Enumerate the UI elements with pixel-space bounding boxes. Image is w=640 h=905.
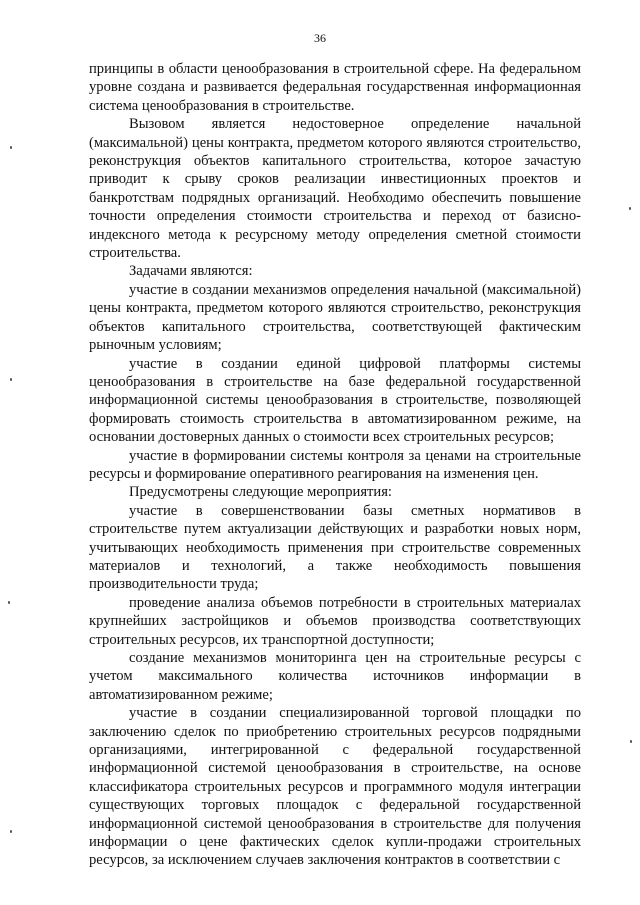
- paragraph: принципы в области ценообразования в строительной сфере. На федеральном уровне создана и развивается федеральная государственная информационная система ценообразования в строительстве.: [89, 61, 581, 114]
- paragraph: участие в совершенствовании базы сметных нормативов в строительстве путем актуализации действующих и разработки новых норм, учитывающих необходимость применения при строительстве современных материалов и технологий, а также необходимость повышения производительности труда;: [89, 502, 581, 593]
- page-number: 36: [314, 31, 326, 45]
- paragraph: создание механизмов мониторинга цен на строительные ресурсы с учетом максимального количества источников информации в автоматизированном режиме;: [89, 650, 581, 703]
- paragraph: Предусмотрены следующие мероприятия:: [129, 484, 392, 501]
- paragraph: участие в формировании системы контроля за ценами на строительные ресурсы и формирование оперативного реагирования на изменения цен.: [89, 447, 581, 482]
- scan-speck: [8, 601, 10, 604]
- paragraph: участие в создании единой цифровой платформы системы ценообразования в строительстве на базе федеральной государственной информационной системы ценообразования в строительстве, позволяющей формировать стоимость строительства в автоматизированном режиме, на основании достоверных данных о стоимости всех строительных ресурсов;: [89, 355, 581, 446]
- paragraph: Вызовом является недостоверное определение начальной (максимальной) цены контракта, предметом которого являются строительство, реконструкция объектов капитального строительства, которое зачастую приводит к срыву сроков реализации инвестиционных проектов и банкротствам подрядных организаций. Необходимо обеспечить повышение точности определения стоимости строительства и переход от базисно-индексного метода к ресурсному методу определения сметной стоимости строительства.: [89, 116, 581, 262]
- scan-speck: [630, 740, 632, 743]
- paragraph: участие в создании механизмов определения начальной (максимальной) цены контракта, предметом которого являются строительство, реконструкция объектов капитального строительства, соответствующей фактическим рыночным условиям;: [89, 281, 581, 354]
- scan-speck: [10, 378, 12, 381]
- document-body: [89, 60, 581, 870]
- paragraph: участие в создании специализированной торговой площадки по заключению сделок по приобретению строительных ресурсов подрядными организациями, интегрированной с федеральной государственной информационной системой ценообразования в строительстве, на основе классификатора строительных ресурсов и программного модуля интеграции существующих торговых площадок с федеральной государственной информационной системой ценообразования в строительстве для получения информации о цене фактических сделок купли-продажи строительных ресурсов, за исключением случаев заключения контрактов в соответствии с: [89, 705, 581, 869]
- scan-speck: [629, 207, 631, 210]
- paragraph: Задачами являются:: [129, 263, 253, 280]
- scan-speck: [10, 830, 12, 833]
- scan-speck: [10, 146, 12, 149]
- paragraph: проведение анализа объемов потребности в строительных материалах крупнейших застройщиков и объемов производства соответствующих строительных ресурсов, их транспортной доступности;: [89, 594, 581, 648]
